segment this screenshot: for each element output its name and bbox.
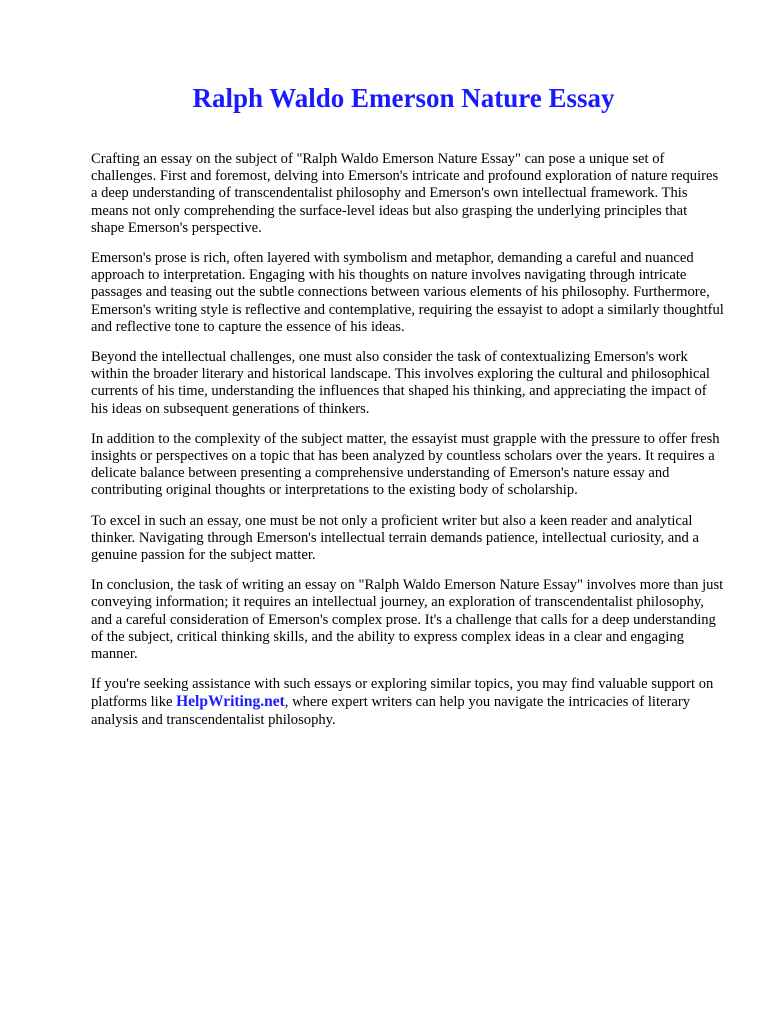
paragraph-5: To excel in such an essay, one must be not only a proficient writer but also a keen reader and analytical thinker. Navigating through Emerson's intellectual terrain demands patience, intellectual curiosity, and a genuine passion for the subject matter. <box>91 512 699 564</box>
closing-text-after-link: , where expert writers can help you navigate the intricacies of literary analysis and transcendentalist philosophy. <box>91 694 690 728</box>
paragraph-2: Emerson's prose is rich, often layered with symbolism and metaphor, demanding a careful and nuanced approach to interpretation. Engaging with his thoughts on nature involves navigating through intricate passages and teasing out the subtle connections between various elements of his philosophy. Furthermore, Emerson's writing style is reflective and contemplative, requiring the essayist to adopt a similarly thoughtful and reflective tone to capture the essence of his ideas. <box>91 250 724 335</box>
closing-text-before-link: If you're seeking assistance with such essays or exploring similar topics, you may find valuable support on platforms like <box>91 676 714 711</box>
page-title: Ralph Waldo Emerson Nature Essay <box>192 83 615 113</box>
paragraph-3: Beyond the intellectual challenges, one must also consider the task of contextualizing Emerson's work within the broader literary and historical landscape. This involves exploring the cultural and philosophical currents of his time, understanding the influences that shaped his thinking, and appreciating the impact of his ideas on subsequent generations of thinkers. <box>91 349 710 417</box>
paragraph-1: Crafting an essay on the subject of "Ralph Waldo Emerson Nature Essay" can pose a unique set of challenges. First and foremost, delving into Emerson's intricate and profound exploration of nature requires a deep understanding of transcendentalist philosophy and Emerson's own intellectual framework. This means not only comprehending the surface-level ideas but also grasping the underlying principles that shape Emerson's perspective. <box>91 151 719 236</box>
closing-paragraph <box>91 676 724 729</box>
paragraph-6: In conclusion, the task of writing an essay on "Ralph Waldo Emerson Nature Essay" involves more than just conveying information; it requires an intellectual journey, an exploration of transcendentalist philosophy, and a careful consideration of Emerson's complex prose. It's a challenge that calls for a deep understanding of the subject, critical thinking skills, and the ability to express complex ideas in a clear and engaging manner. <box>91 577 724 663</box>
paragraph-4: In addition to the complexity of the subject matter, the essayist must grapple with the pressure to offer fresh insights or perspectives on a topic that has been analyzed by countless scholars over the years. It requires a delicate balance between presenting a comprehensive understanding of Emerson's nature essay and contributing original thoughts or interpretations to the existing body of scholarship. <box>91 430 720 499</box>
helpwriting-link[interactable]: HelpWriting.net <box>176 693 285 711</box>
